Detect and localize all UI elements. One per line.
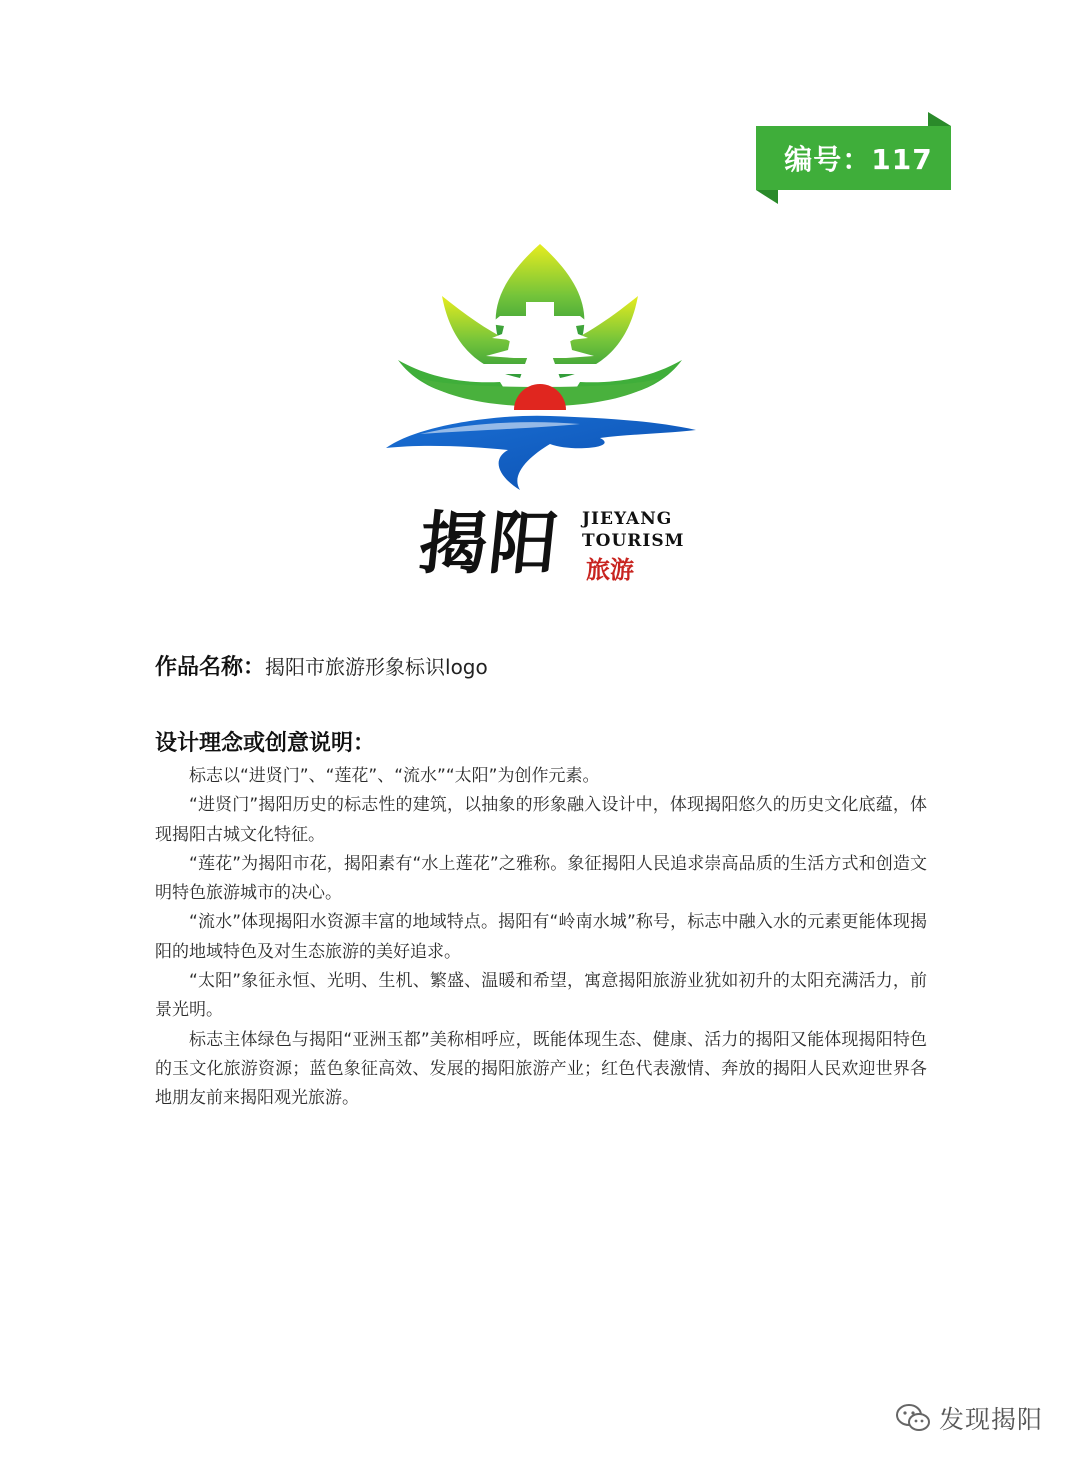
concept-paragraph: “莲花”为揭阳市花，揭阳素有“水上莲花”之雅称。象征揭阳人民追求崇高品质的生活方式和创造文明特色旅游城市的决心。	[155, 853, 927, 904]
work-name-value: 揭阳市旅游形象标识logo	[265, 655, 488, 679]
concept-heading: 设计理念或创意说明：	[155, 731, 376, 756]
logo-subtitle: 旅游	[586, 555, 634, 584]
concept-paragraph: 标志主体绿色与揭阳“亚洲玉都”美称相呼应，既能体现生态、健康、活力的揭阳又能体现揭阳特色的玉文化旅游资源；蓝色象征高效、发展的揭阳旅游产业；红色代表激情、奔放的揭阳人民欢迎世界各地朋友前来揭阳观光旅游。	[155, 1029, 927, 1109]
work-name-row	[155, 650, 488, 681]
logo-chinese-name: 揭阳	[415, 504, 564, 584]
concept-paragraph: “进贤门”揭阳历史的标志性的建筑，以抽象的形象融入设计中，体现揭阳悠久的历史文化底蕴，体现揭阳古城文化特征。	[155, 795, 927, 845]
number-badge	[756, 112, 951, 204]
concept-paragraph: “流水”体现揭阳水资源丰富的地域特点。揭阳有“岭南水城”称号，标志中融入水的元素更能体现揭阳的地域特色及对生态旅游的美好追求。	[155, 912, 927, 962]
watermark-text: 发现揭阳	[939, 1405, 1044, 1434]
watermark	[895, 1398, 1043, 1438]
concept-paragraph: 标志以“进贤门”、“莲花”、“流水”“太阳”为创作元素。	[189, 766, 600, 786]
lotus-emblem	[380, 238, 700, 498]
wechat-icon	[895, 1403, 931, 1433]
concept-paragraph: “太阳”象征永恒、光明、生机、繁盛、温暖和希望，寓意揭阳旅游业犹如初升的太阳充满活力，前景光明。	[155, 971, 927, 1021]
tourism-logo	[380, 238, 700, 598]
logo-english-name	[582, 508, 684, 552]
logo-english-line1: JIEYANG	[582, 509, 673, 529]
badge-text: 编号：117	[784, 143, 933, 176]
concept-body	[155, 762, 927, 1114]
work-name-label: 作品名称：	[155, 655, 266, 680]
logo-english-line2: TOURISM	[582, 531, 685, 551]
